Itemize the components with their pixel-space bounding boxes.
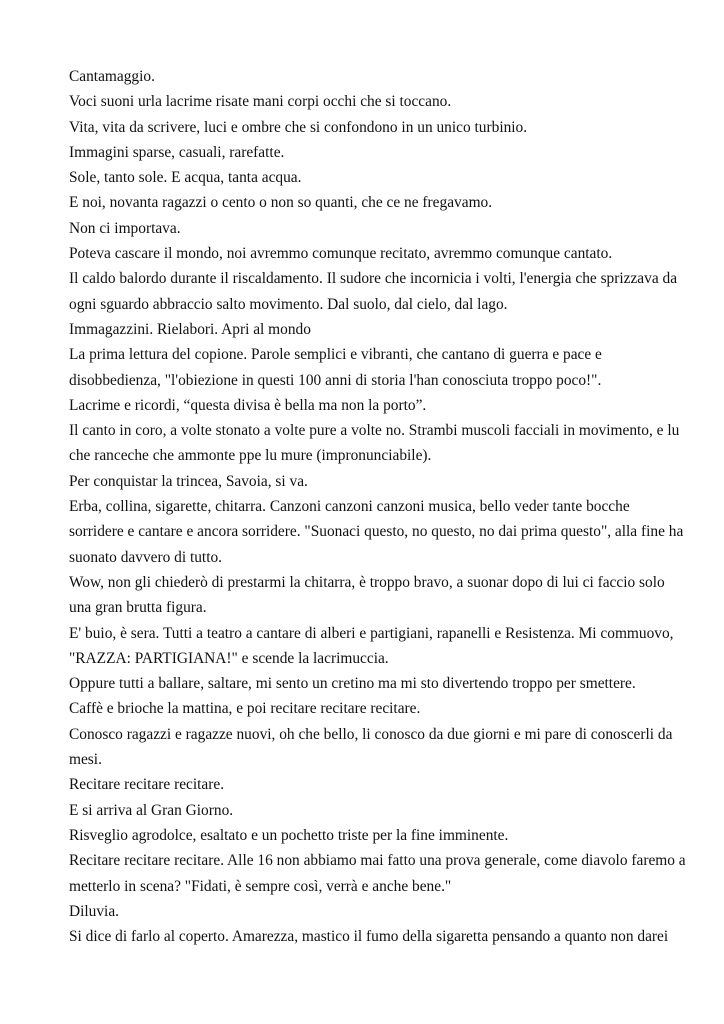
text-line: Sole, tanto sole. E acqua, tanta acqua. <box>69 169 302 187</box>
text-line: Il caldo balordo durante il riscaldamento. Il sudore che incornicia i volti, l'energia che sprizzava da <box>69 270 678 288</box>
text-line: Voci suoni urla lacrime risate mani corpi occhi che si toccano. <box>69 93 452 111</box>
text-line: Si dice di farlo al coperto. Amarezza, mastico il fumo della sigaretta pensando a quanto non darei <box>69 928 669 946</box>
text-line: una gran brutta figura. <box>69 599 207 617</box>
text-line: E' buio, è sera. Tutti a teatro a cantare di alberi e partigiani, rapanelli e Resistenza. Mi commuovo, <box>69 624 674 642</box>
text-line: ogni sguardo abbraccio salto movimento. Dal suolo, dal cielo, dal lago. <box>69 295 508 313</box>
text-line: mesi. <box>69 751 102 769</box>
text-line: Recitare recitare recitare. <box>69 776 225 794</box>
text-line: che ranceche che ammonte ppe lu mure (impronunciabile). <box>69 447 432 465</box>
text-line: metterlo in scena? "Fidati, è sempre così, verrà e anche bene." <box>69 877 452 895</box>
text-line: Per conquistar la trincea, Savoia, si va. <box>69 472 308 490</box>
text-line: "RAZZA: PARTIGIANA!" e scende la lacrimuccia. <box>69 649 389 667</box>
text-line: Lacrime e ricordi, “questa divisa è bella ma non la porto”. <box>69 396 427 414</box>
document-body <box>69 64 709 949</box>
text-line: suonato davvero di tutto. <box>69 548 223 566</box>
text-line: La prima lettura del copione. Parole semplici e vibranti, che cantano di guerra e pace e <box>69 346 602 364</box>
text-line: Non ci importava. <box>69 219 181 237</box>
text-line: Caffè e brioche la mattina, e poi recitare recitare recitare. <box>69 700 421 718</box>
text-line: E si arriva al Gran Giorno. <box>69 801 234 819</box>
text-line: Immagazzini. Rielabori. Apri al mondo <box>69 320 311 338</box>
text-line: disobbedienza, "l'obiezione in questi 100 anni di storia l'han conosciuta troppo poco!". <box>69 371 602 389</box>
text-line: Oppure tutti a ballare, saltare, mi sento un cretino ma mi sto divertendo troppo per smettere. <box>69 675 636 693</box>
text-line: Il canto in coro, a volte stonato a volte pure a volte no. Strambi muscoli facciali in movimento, e lu <box>69 422 680 440</box>
text-line: Vita, vita da scrivere, luci e ombre che si confondono in un unico turbinio. <box>69 118 528 136</box>
text-line: Wow, non gli chiederò di prestarmi la chitarra, è troppo bravo, a suonar dopo di lui ci faccio solo <box>69 573 665 591</box>
text-line: Cantamaggio. <box>69 68 155 85</box>
text-line: Diluvia. <box>69 902 120 920</box>
text-line: sorridere e cantare e ancora sorridere. "Suonaci questo, no questo, no dai prima questo", alla fine ha <box>69 523 684 541</box>
text-line: Erba, collina, sigarette, chitarra. Canzoni canzoni canzoni musica, bello veder tante bocche <box>69 498 630 516</box>
text-line: E noi, novanta ragazzi o cento o non so quanti, che ce ne fregavamo. <box>69 194 493 212</box>
text-line: Immagini sparse, casuali, rarefatte. <box>69 143 285 161</box>
text-line: Conosco ragazzi e ragazze nuovi, oh che bello, li conosco da due giorni e mi pare di conoscerli da <box>69 725 673 743</box>
text-line: Poteva cascare il mondo, noi avremmo comunque recitato, avremmo comunque cantato. <box>69 245 613 263</box>
text-line: Recitare recitare recitare. Alle 16 non abbiamo mai fatto una prova generale, come diavolo faremo a <box>69 852 686 870</box>
text-line: Risveglio agrodolce, esaltato e un pochetto triste per la fine imminente. <box>69 826 509 844</box>
